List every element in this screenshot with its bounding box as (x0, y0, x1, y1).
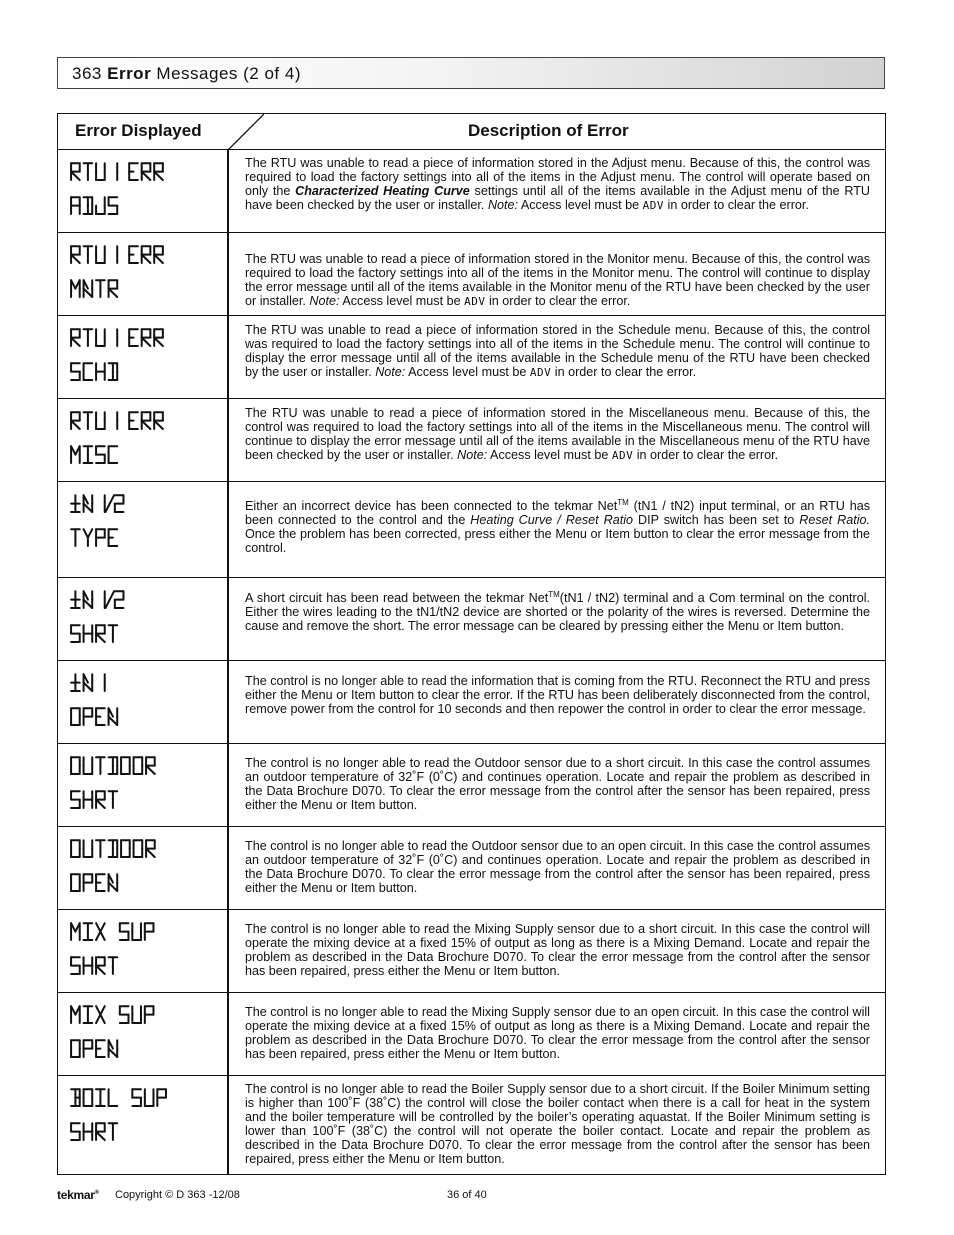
lcd-line-2 (71, 791, 117, 808)
lcd-line-1 (71, 163, 163, 180)
lcd-error-display (68, 322, 216, 394)
error-description: The control is no longer able to read the Outdoor sensor due to an open circuit. In this case the control assumes an outdoor temperature of 32˚F (0˚C) and continues operation. Locate and repair the problem as described in the Data Brochure D070. To clear the error message from the control after the sensor has been repaired, press either the Menu or Item button. (245, 839, 870, 895)
header-diagonal-divider (228, 114, 264, 150)
page-title (72, 64, 301, 84)
table-header (58, 114, 885, 150)
table-row (58, 578, 885, 661)
table-row (58, 744, 885, 827)
lcd-line-2 (71, 1123, 117, 1140)
error-description: The control is no longer able to read the Boiler Supply sensor due to a short circuit. If the Boiler Minimum setting is higher than 100˚F (38˚C) the control will close the boiler contact when there is a call for heat in the system and the boiler temperature will be controlled by the boiler’s operating aquastat. If the Boiler Minimum setting is lower than 100˚F (38˚C) the control will not operate the boiler contact. Locate and repair the problem as described in the Data Brochure D070. To clear the error message from the control after the sensor has been repaired, press either the Menu or Item button. (245, 1082, 870, 1166)
table-row (58, 1076, 885, 1174)
column-header-error-displayed: Error Displayed (75, 121, 202, 140)
lcd-error-display (68, 156, 216, 228)
lcd-line-1 (71, 1006, 153, 1023)
lcd-line-1 (71, 923, 153, 940)
lcd-error-display (68, 916, 216, 988)
lcd-line-1 (71, 591, 123, 608)
lcd-error-display (68, 584, 216, 656)
lcd-line-2 (71, 197, 117, 214)
lcd-line-1 (71, 674, 105, 691)
error-description: The control is no longer able to read the information that is coming from the RTU. Reconnect the RTU and press either the Menu or Item button to clear the error. If the RTU has been deliberately disconnected from the control, remove power from the control for 10 seconds and then repower the control in order to clear the error message. (245, 674, 870, 716)
error-description: The control is no longer able to read the Mixing Supply sensor due to a short circuit. In this case the control will operate the mixing device at a fixed 15% of output as long as there is a Mixing Demand. Locate and repair the problem as described in the Data Brochure D070. To clear the error message from the control after the sensor has been repaired, press either the Menu or Item button. (245, 922, 870, 978)
footer-page-number: 36 of 40 (447, 1189, 487, 1201)
table-row (58, 233, 885, 316)
table-row (58, 661, 885, 744)
lcd-line-2 (71, 708, 117, 725)
table-row (58, 150, 885, 233)
lcd-error-display (68, 239, 216, 311)
table-row (58, 993, 885, 1076)
lcd-line-1 (71, 329, 163, 346)
title-bold-word: Error (107, 64, 152, 83)
lcd-line-1 (71, 1089, 166, 1106)
section-header (57, 57, 885, 89)
error-messages-table (57, 113, 886, 1175)
lcd-line-2 (71, 363, 117, 380)
lcd-line-2 (71, 874, 117, 891)
error-description: The control is no longer able to read the Outdoor sensor due to a short circuit. In this case the control assumes an outdoor temperature of 32˚F (0˚C) and continues operation. Locate and repair the problem as described in the Data Brochure D070. To clear the error message from the control after the sensor has been repaired, press either the Menu or Item button. (245, 756, 870, 812)
error-description: The control is no longer able to read the Mixing Supply sensor due to an open circuit. In this case the control will operate the mixing device at a fixed 15% of output as long as there is a Mixing Demand. Locate and repair the problem as described in the Data Brochure D070. To clear the error message from the control after the sensor has been repaired, press either the Menu or Item button. (245, 1005, 870, 1061)
lcd-line-2 (71, 529, 117, 546)
lcd-line-2 (71, 625, 117, 642)
lcd-line-1 (71, 495, 123, 512)
table-row (58, 399, 885, 482)
error-description: Either an incorrect device has been connected to the tekmar Net™ (tN1 / tN2) input terminal, or an RTU has been connected to the control and the Heating Curve / Reset Ratio DIP switch has been set to Reset Ratio. Once the problem has been corrected, press either the Menu or Item button to clear the error message from the control. (245, 497, 871, 555)
lcd-line-1 (71, 757, 155, 774)
lcd-line-1 (71, 246, 163, 263)
lcd-line-2 (71, 446, 117, 463)
column-header-description: Description of Error (468, 121, 629, 140)
footer-copyright: Copyright © D 363 -12/08 (115, 1189, 240, 1201)
lcd-error-display (68, 667, 216, 739)
lcd-line-2 (71, 280, 117, 297)
title-suffix: Messages (2 of 4) (156, 64, 301, 83)
error-description: The RTU was unable to read a piece of information stored in the Monitor menu. Because of this, the control was required to load the factory settings into all of the items in the Monitor menu. The control will continue to display the error message until all of the items available in the Monitor menu of the RTU have been checked by the user or installer. Note: Access level must be ADV in order to clear the error. (245, 252, 870, 308)
error-description: The RTU was unable to read a piece of information stored in the Miscellaneous menu. Because of this, the control was required to load the factory settings into all of the items in the Miscellaneous menu. The control will continue to display the error message until all of the items available in the Miscellaneous menu of the RTU have been checked by the user or installer. Note: Access level must be ADV in order to clear the error. (245, 406, 870, 462)
lcd-error-display (68, 405, 216, 477)
title-prefix: 363 (72, 64, 102, 83)
error-description: The RTU was unable to read a piece of information stored in the Schedule menu. Because of this, the control was required to load the factory settings into all of the items in the Schedule menu. The control will continue to display the error message until all of the items available in the Schedule menu of the RTU have been checked by the user or installer. Note: Access level must be ADV in order to clear the error. (245, 323, 870, 379)
lcd-error-display (68, 488, 216, 560)
lcd-error-display (68, 750, 216, 822)
table-row (58, 827, 885, 910)
table-row (58, 910, 885, 993)
error-description: A short circuit has been read between the tekmar Net™(tN1 / tN2) terminal and a Com terminal on the control. Either the wires leading to the tN1/tN2 device are shorted or the polarity of the wires is reversed. Determine the cause and remove the short. The error message can be cleared by pressing either the Menu or Item button. (245, 589, 870, 633)
lcd-error-display (68, 1082, 216, 1154)
tekmar-logo: tekmar® (57, 1188, 99, 1202)
lcd-error-display (68, 999, 216, 1071)
lcd-error-display (68, 833, 216, 905)
lcd-line-1 (71, 840, 155, 857)
lcd-line-1 (71, 412, 163, 429)
error-description: The RTU was unable to read a piece of information stored in the Adjust menu. Because of this, the control was required to load the factory settings into all of the items in the Adjust menu. The control will operate based on only the Characterized Heating Curve settings until all of the items available in the Adjust menu of the RTU have been checked by the user or installer. Note: Access level must be ADV in order to clear the error. (245, 156, 871, 212)
lcd-line-2 (71, 1040, 117, 1057)
table-row (58, 482, 885, 578)
lcd-line-2 (71, 957, 117, 974)
table-row (58, 316, 885, 399)
